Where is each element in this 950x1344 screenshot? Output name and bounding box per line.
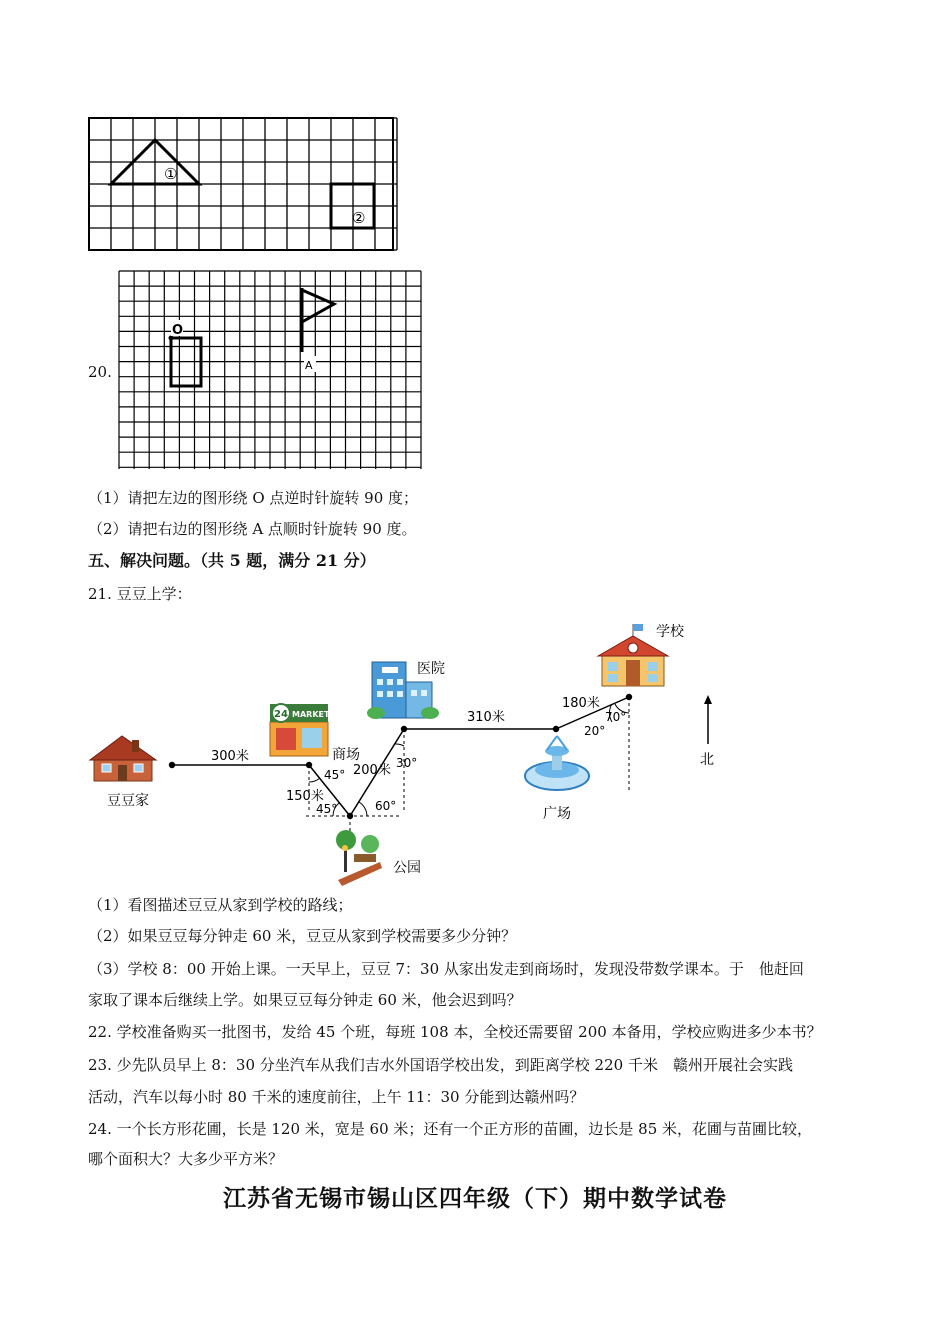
market-sign: MARKET — [292, 710, 330, 719]
question-24-line-1: 24. 一个长方形花圃，长是 120 米，宽是 60 米；还有一个正方形的苗圃，边长是 85 米，花圃与苗圃比较， — [88, 1120, 813, 1138]
school-label: 学校 — [656, 624, 684, 640]
point-o-label: O — [172, 323, 184, 338]
park-label: 公园 — [393, 860, 421, 876]
question-24-line-2: 哪个面积大？大多少平方米？ — [88, 1150, 284, 1168]
house-icon — [90, 736, 156, 781]
question-21-intro: 21. 豆豆上学： — [88, 585, 192, 603]
distance-mall-park: 150米 — [286, 789, 324, 804]
home-label: 豆豆家 — [107, 793, 149, 809]
question-20-number: 20. — [88, 363, 112, 381]
distance-home-mall: 300米 — [211, 749, 249, 764]
plaza-label: 广场 — [543, 806, 571, 822]
shape-1-label: ① — [164, 165, 178, 183]
route-map — [80, 612, 760, 887]
fountain-icon — [525, 736, 589, 790]
question-22: 22. 学校准备购买一批图书，发给 45 个班，每班 108 本，全校还需要留 200 本备用，学校应购进多少本书？ — [88, 1023, 822, 1041]
hospital-label: 医院 — [417, 661, 445, 677]
point-a-label: A — [305, 359, 313, 372]
park-icon — [336, 830, 382, 886]
flag-shape — [302, 290, 334, 322]
q21-part-2: （2）如果豆豆每分钟走 60 米，豆豆从家到学校需要多少分钟？ — [88, 927, 517, 945]
shape-2-label: ② — [352, 209, 366, 227]
market-number: 24 — [274, 709, 288, 720]
angle-20-plaza: 20° — [584, 724, 606, 738]
angle-45-mall: 45° — [324, 768, 346, 782]
distance-hospital-plaza: 310米 — [467, 710, 505, 725]
q21-part-3-line-2: 家取了课本后继续上学。如果豆豆每分钟走 60 米，他会迟到吗？ — [88, 991, 522, 1009]
north-arrow-icon — [704, 695, 712, 744]
mall-label: 商场 — [332, 747, 360, 763]
q21-part-3-line-1: （3）学校 8：00 开始上课。一天早上，豆豆 7：30 从家出发走到商场时，发现没带数学课本。于 他赶回 — [88, 960, 804, 978]
angle-45-park: 45° — [316, 802, 338, 816]
section-5-heading: 五、解决问题。（共 5 题，满分 21 分） — [88, 551, 376, 570]
market-icon — [270, 704, 330, 756]
grid-figure-2 — [116, 268, 424, 472]
distance-park-hospital: 200米 — [353, 763, 391, 778]
q20-part-1: （1）请把左边的图形绕 O 点逆时针旋转 90 度； — [88, 489, 419, 507]
angle-70-school: 70° — [605, 710, 627, 724]
q20-part-2: （2）请把右边的图形绕 A 点顺时针旋转 90 度。 — [88, 520, 417, 538]
angle-60-park: 60° — [375, 799, 397, 813]
question-23-line-2: 活动，汽车以每小时 80 千米的速度前往，上午 11：30 分能到达赣州吗？ — [88, 1088, 585, 1106]
grid-figure-1 — [86, 115, 398, 255]
north-label: 北 — [700, 752, 714, 768]
question-23-line-1: 23. 少先队员早上 8：30 分坐汽车从我们吉水外国语学校出发，到距离学校 220 千米 赣州开展社会实践 — [88, 1056, 793, 1074]
q21-part-1: （1）看图描述豆豆从家到学校的路线； — [88, 896, 353, 914]
angle-30-hospital: 30° — [396, 756, 418, 770]
distance-plaza-school: 180米 — [562, 696, 600, 711]
next-exam-title: 江苏省无锡市锡山区四年级（下）期中数学试卷 — [223, 1185, 727, 1212]
